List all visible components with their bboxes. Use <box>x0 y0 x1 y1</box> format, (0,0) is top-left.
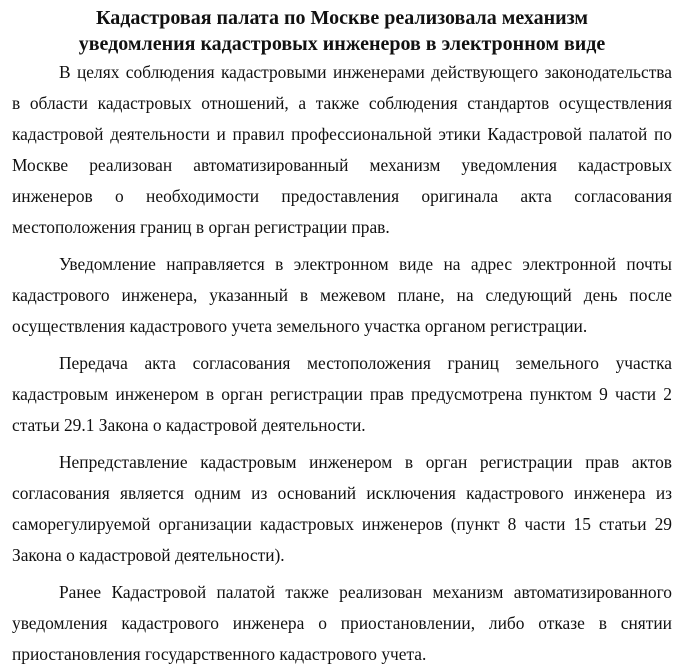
paragraph-1: В целях соблюдения кадастровыми инженерами действующего законодательства в области кадастровых отношений, а также соблюдения стандартов осуществления кадастровой деятельности и правил профессиональной этики Кадастровой палатой по Москве реализован автоматизированный механизм уведомления кадастровых инженеров о необходимости предоставления оригинала акта согласования местоположения границ в орган регистрации прав. <box>12 62 672 237</box>
document-title <box>0 0 684 57</box>
paragraph-4: Непредставление кадастровым инженером в орган регистрации прав актов согласования является одним из оснований исключения кадастрового инженера из саморегулируемой организации кадастровых инженеров (пункт 8 части 15 статьи 29 Закона о кадастровой деятельности). <box>12 452 672 565</box>
paragraph-2: Уведомление направляется в электронном виде на адрес электронной почты кадастрового инженера, указанный в межевом плане, на следующий день после осуществления кадастрового учета земельного участка органом регистрации. <box>12 254 672 336</box>
paragraph-3: Передача акта согласования местоположения границ земельного участка кадастровым инженером в орган регистрации прав предусмотрена пунктом 9 части 2 статьи 29.1 Закона о кадастровой деятельности. <box>12 353 672 435</box>
document-body <box>0 57 684 670</box>
title-line-1: Кадастровая палата по Москве реализовала механизм <box>95 7 589 29</box>
title-line-2: уведомления кадастровых инженеров в электронном виде <box>78 33 606 55</box>
paragraph-5: Ранее Кадастровой палатой также реализован механизм автоматизированного уведомления кадастрового инженера о приостановлении, либо отказе в снятии приостановления государственного кадастрового учета. <box>12 582 672 664</box>
